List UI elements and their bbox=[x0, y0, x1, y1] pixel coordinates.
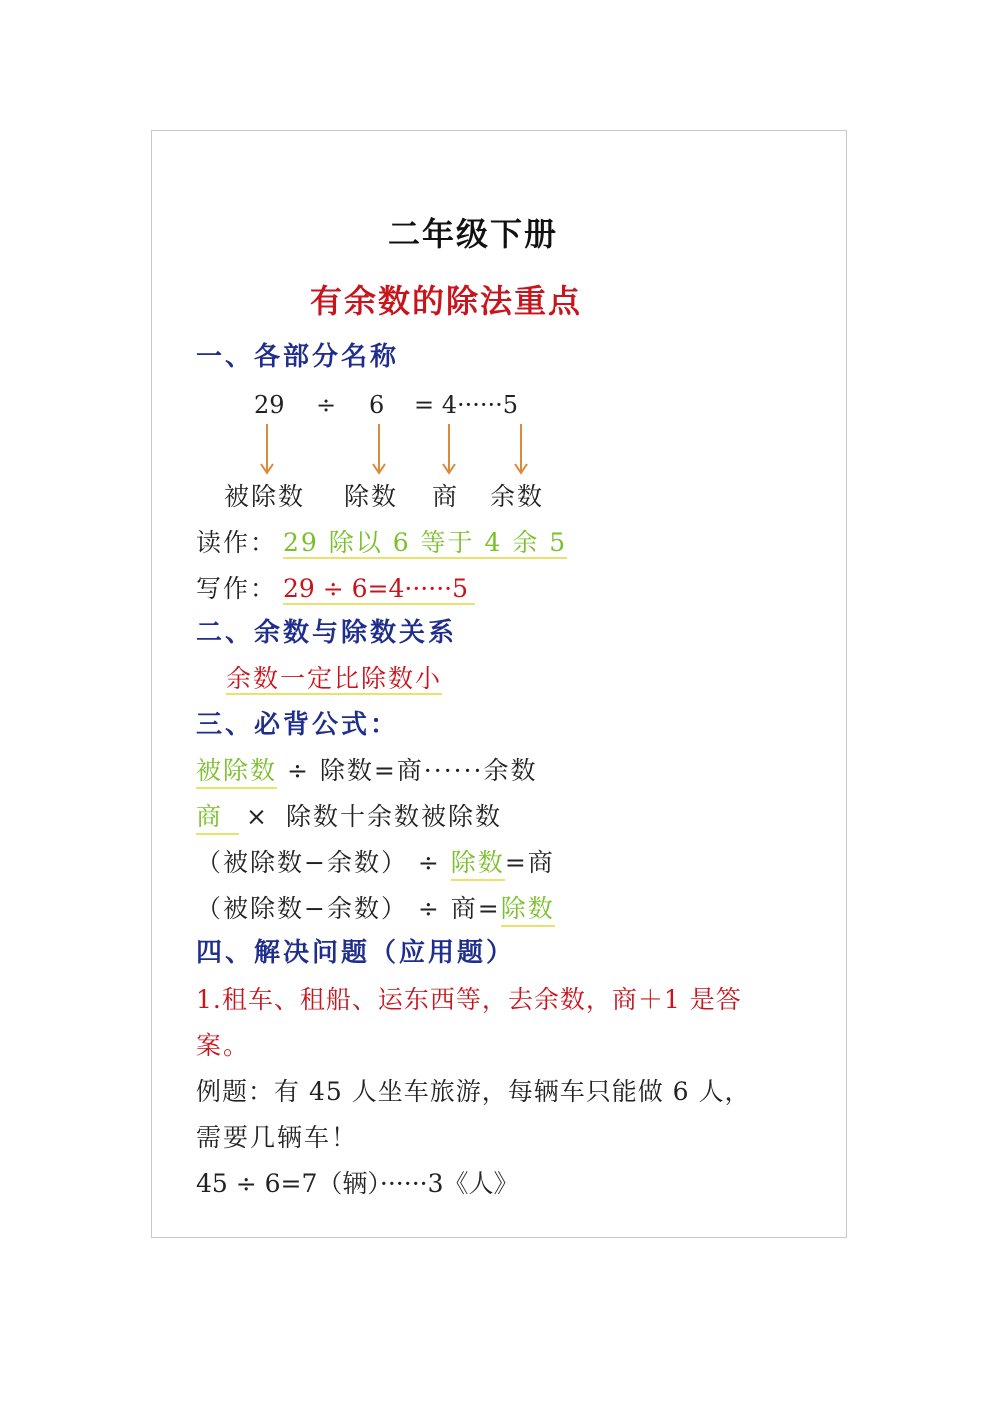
section3-heading: 三、必背公式： bbox=[196, 710, 400, 740]
arrow-down-icon bbox=[372, 424, 386, 476]
remainder-rule: 余数一定比除数小 bbox=[226, 664, 443, 693]
write-as-value: 29 ÷ 6=4······5 bbox=[283, 576, 475, 605]
read-as-label: 读作： bbox=[196, 528, 278, 557]
page-subtitle: 有余数的除法重点 bbox=[310, 282, 583, 320]
formula-1 bbox=[196, 758, 538, 783]
formula-3-lhs: （被除数−余数） ÷ bbox=[196, 848, 451, 877]
arrow-down-icon bbox=[260, 424, 274, 476]
example-line1: 例题：有 45 人坐车旅游，每辆车只能做 6 人， bbox=[196, 1077, 751, 1106]
section4-heading: 四、解决问题（应用题） bbox=[196, 938, 516, 968]
equation-divisor: 6 bbox=[369, 391, 385, 419]
label-quotient: 商 bbox=[432, 482, 460, 511]
example-line2: 需要几辆车！ bbox=[196, 1123, 359, 1152]
read-as-value: 29 除以 6 等于 4 余 5 bbox=[283, 528, 568, 557]
section2-heading: 二、余数与除数关系 bbox=[196, 618, 458, 648]
equation-result: = 4······5 bbox=[414, 391, 519, 419]
formula-2-rest: 除数十余数被除数 bbox=[286, 802, 503, 831]
write-as-label: 写作： bbox=[196, 574, 278, 603]
section1-heading: 一、各部分名称 bbox=[196, 342, 400, 372]
formula-4-divisor: 除数 bbox=[501, 894, 555, 927]
equation-dividend: 29 bbox=[254, 391, 285, 419]
example-solution: 45 ÷ 6=7（辆）······3《人》 bbox=[196, 1169, 519, 1198]
label-remainder: 余数 bbox=[490, 482, 545, 511]
formula-1-dividend: 被除数 bbox=[196, 756, 277, 789]
formula-3-rhs: =商 bbox=[504, 848, 555, 877]
formula-4 bbox=[196, 896, 555, 921]
label-dividend: 被除数 bbox=[224, 482, 306, 511]
formula-2-times: × bbox=[246, 802, 269, 831]
application-rule-line1: 1.租车、租船、运东西等，去余数，商＋1 是答 bbox=[196, 985, 742, 1014]
equation-div-sign: ÷ bbox=[316, 391, 337, 419]
arrow-down-icon bbox=[514, 424, 528, 476]
label-divisor: 除数 bbox=[344, 482, 399, 511]
page-title: 二年级下册 bbox=[388, 215, 559, 253]
application-rule-line2: 案。 bbox=[196, 1031, 251, 1060]
formula-2-quotient bbox=[196, 804, 239, 829]
formula-2-quotient-term: 商 bbox=[196, 802, 239, 835]
formula-3 bbox=[196, 850, 555, 875]
formula-3-divisor: 除数 bbox=[451, 848, 505, 881]
arrow-down-icon bbox=[442, 424, 456, 476]
formula-4-lhs: （被除数−余数） ÷ 商= bbox=[196, 894, 501, 923]
formula-1-rest: ÷ 除数=商······余数 bbox=[277, 756, 538, 785]
